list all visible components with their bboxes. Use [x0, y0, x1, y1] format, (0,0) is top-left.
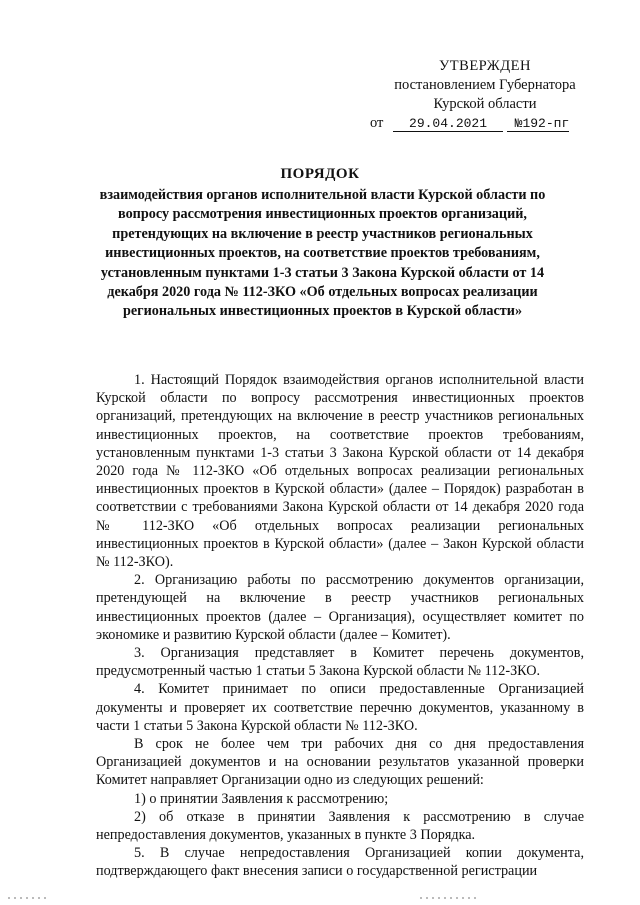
decision-item-1: 1) о принятии Заявления к рассмотрению;	[134, 790, 389, 807]
document-body	[96, 371, 584, 881]
paragraph-3: 3. Организация представляет в Комитет перечень документов, предусмотренный частью 1 статьи 5 Закона Курской области № 112-ЗКО.	[96, 645, 584, 680]
approval-stamp	[360, 57, 610, 133]
approval-title: УТВЕРЖДЕН	[439, 58, 531, 74]
scan-mark-right	[420, 897, 480, 899]
paragraph-1: 1. Настоящий Порядок взаимодействия органов исполнительной власти Курской области по вопросу рассмотрения инвестиционных проектов организаций, претендующих на включение в реестр участников региональных инвестиционных проектов, на соответствие проектов требованиям, установленным пунктами 1-3 статьи 3 Закона Курской области от 14 декабря 2020 года № 112-ЗКО «Об отдельных вопросах реализации региональных инвестиционных проектов в Курской области» (далее – Порядок) разработан в соответствии с требованиями Закона Курской области от 14 декабря 2020 года № 112-ЗКО «Об отдельных вопросах реализации региональных инвестиционных проектов в Курской области» (далее – Закон Курской области № 112-ЗКО).	[96, 372, 584, 571]
approval-number: №192-пг	[507, 116, 570, 132]
scan-mark-left	[8, 897, 48, 899]
approval-region: Курской области	[433, 96, 537, 112]
paragraph-4-decision-intro: В срок не более чем три рабочих дня со дня предоставления Организацией документов и на основании результатов указанной проверки Комитет направляет Организации одно из следующих решений:	[96, 736, 584, 789]
approval-date-prefix: от	[370, 115, 384, 131]
approval-date-line	[360, 114, 610, 133]
decision-item-2: 2) об отказе в принятии Заявления к рассмотрению в случае непредоставления документов, указанных в пункте 3 Порядка.	[96, 808, 584, 844]
paragraph-5: 5. В случае непредоставления Организацией копии документа, подтверждающего факт внесения записи о государственной регистрации	[96, 845, 584, 880]
approval-date: 29.04.2021	[393, 116, 503, 132]
document-subtitle: взаимодействия органов исполнительной власти Курской области по вопросу рассмотрения инвестиционных проектов организаций, претендующих на включение в реестр участников региональных инвестиционных проектов, на соответствие проектов требованиям, установленным пунктами 1-3 статьи 3 Закона Курской области от 14 декабря 2020 года № 112-ЗКО «Об отдельных вопросах реализации региональных инвестиционных проектов в Курской области»	[99, 187, 546, 320]
paragraph-2: 2. Организацию работы по рассмотрению документов организации, претендующей на включение в реестр участников региональных инвестиционных проектов (далее – Организация), осуществляет комитет по экономике и развитию Курской области (далее – Комитет).	[96, 572, 584, 643]
approval-authority: постановлением Губернатора	[394, 77, 576, 93]
paragraph-4: 4. Комитет принимает по описи предоставленные Организацией документы и проверяет их соответствие перечню документов, указанному в части 1 статьи 5 Закона Курской области № 112-ЗКО.	[96, 681, 584, 734]
document-title: ПОРЯДОК	[280, 166, 360, 182]
